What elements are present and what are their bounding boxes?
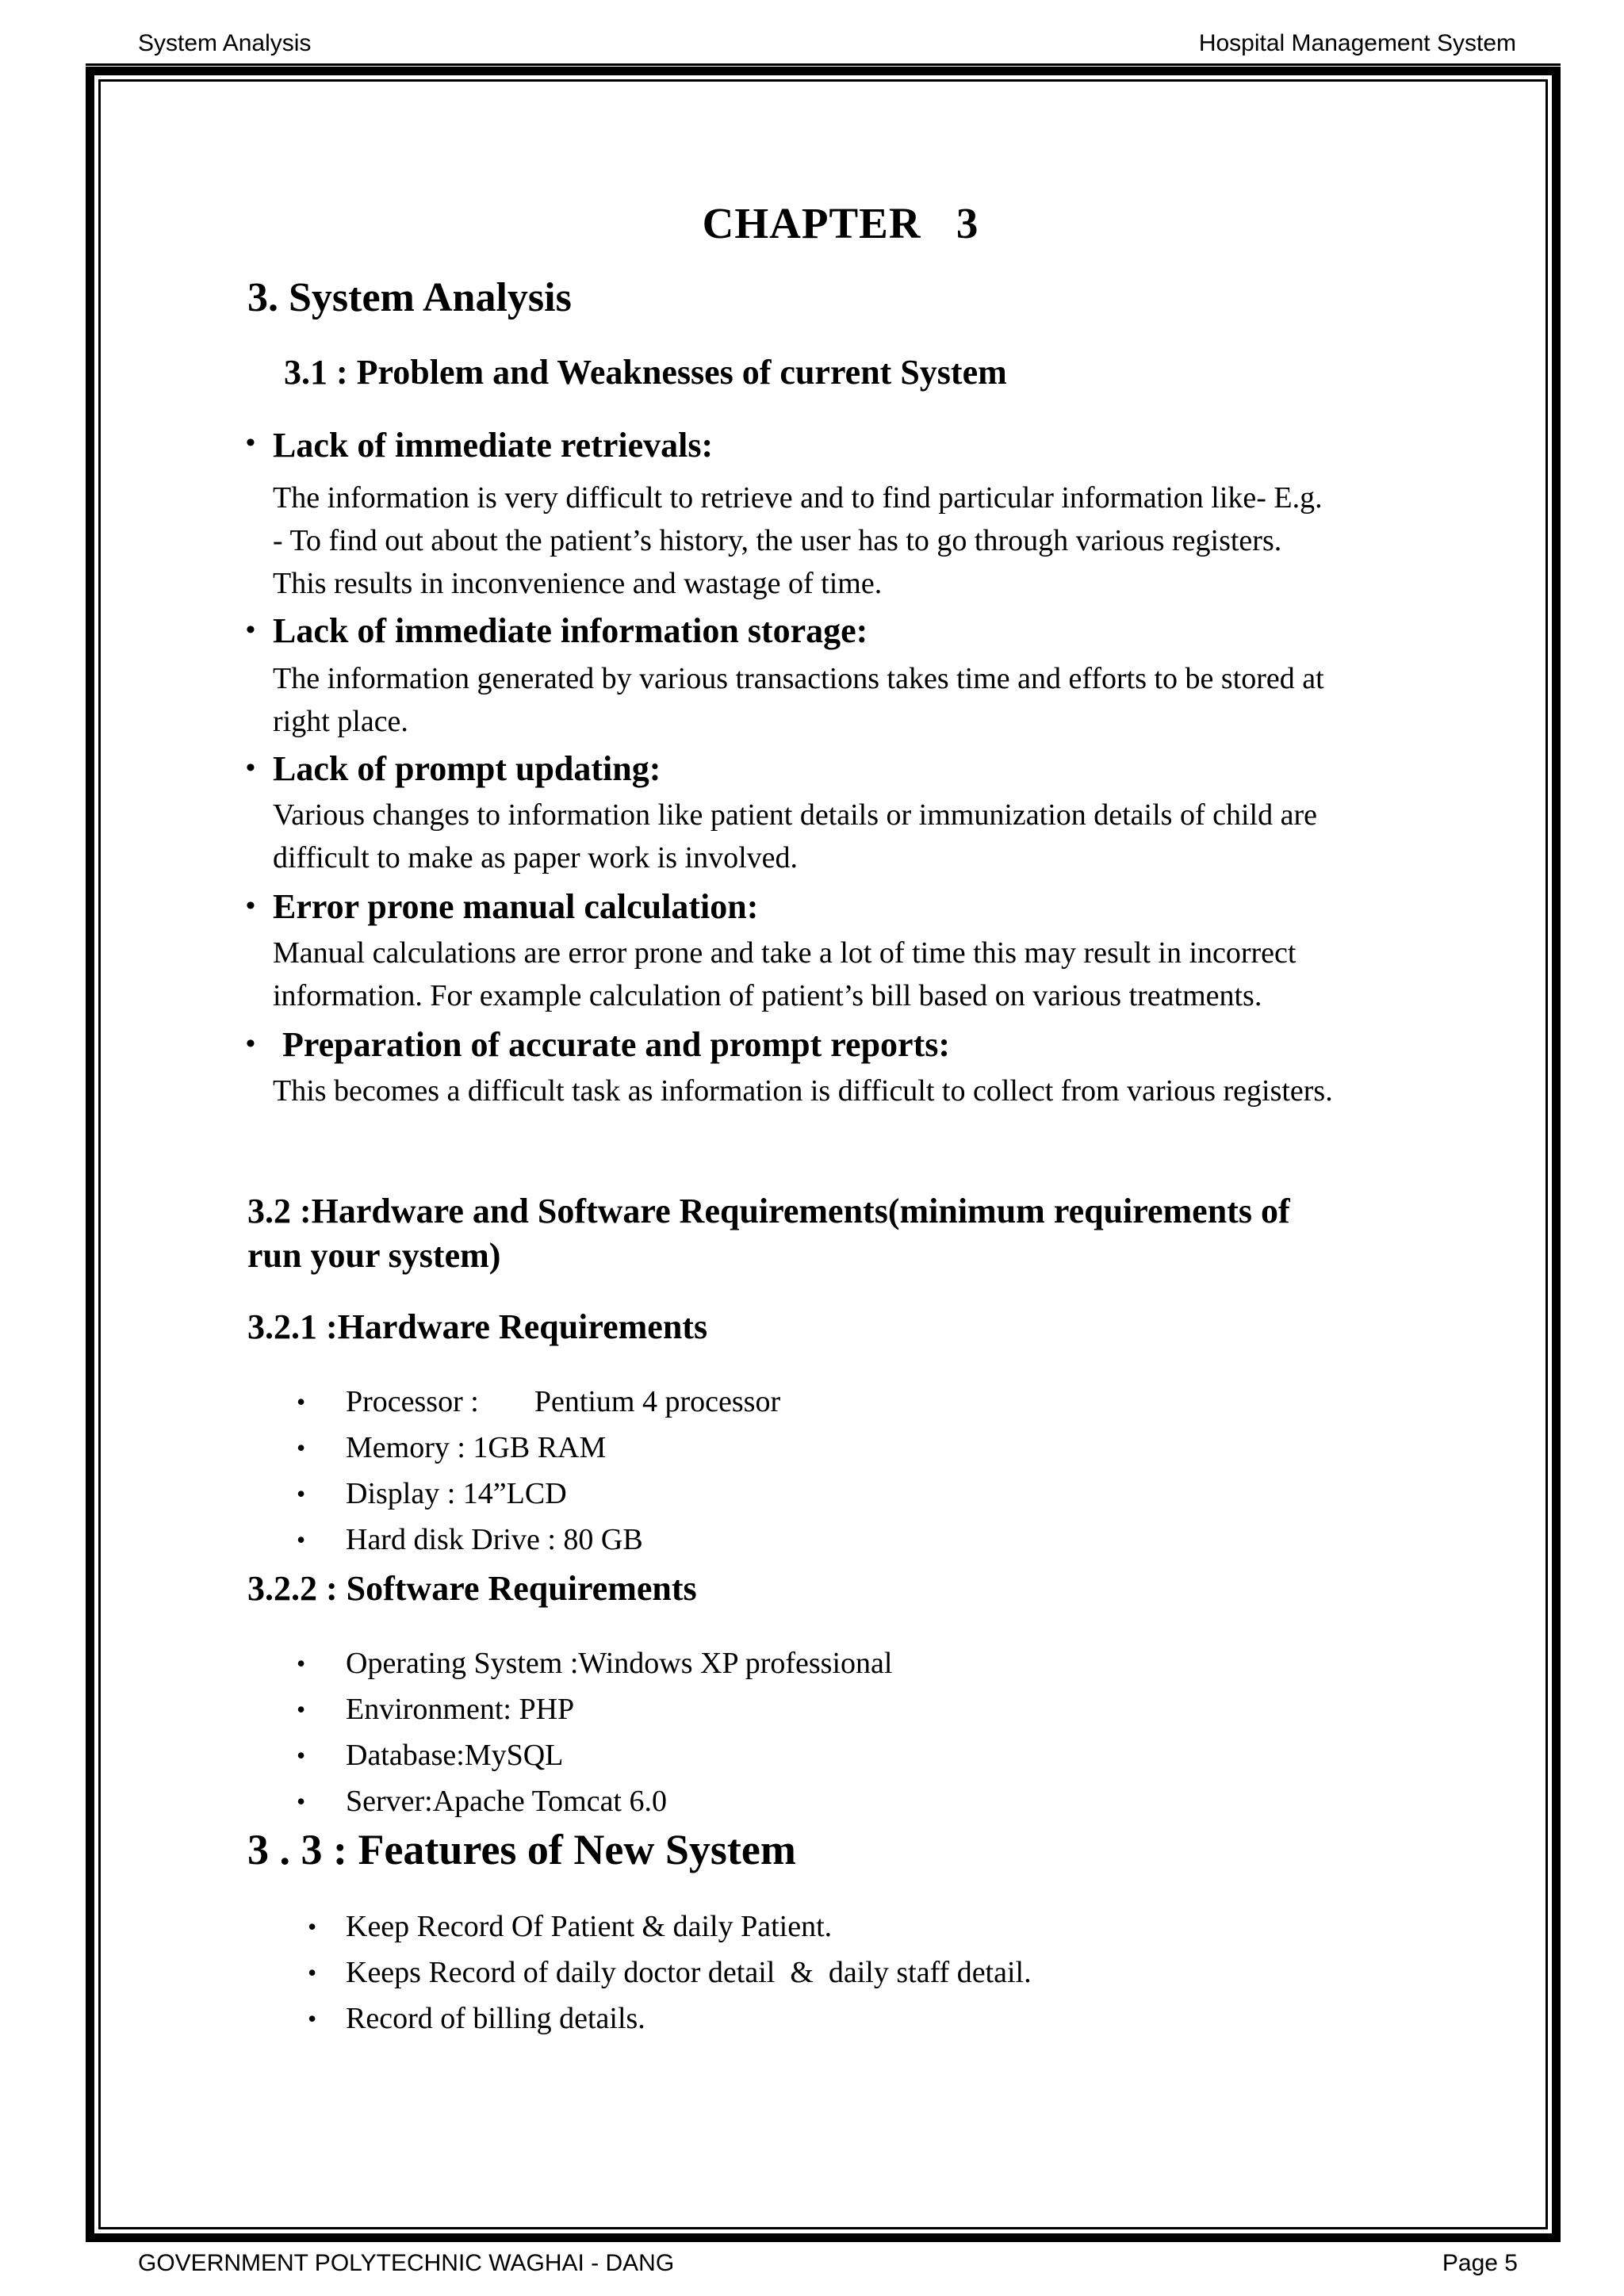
- feature-item: Record of billing details.: [346, 2002, 645, 2035]
- section-title: 3. System Analysis: [247, 275, 572, 320]
- hardware-item: Memory : 1GB RAM: [346, 1431, 607, 1464]
- bullet-marker: •: [297, 1387, 306, 1416]
- running-header-right: Hospital Management System: [1198, 30, 1516, 56]
- software-requirements-title: 3.2.2 : Software Requirements: [247, 1569, 697, 1608]
- chapter-title: CHAPTER 3: [702, 199, 979, 247]
- bullet-marker: •: [297, 1649, 306, 1678]
- problem-text-line: This results in inconvenience and wastage of time.: [273, 567, 883, 600]
- bullet-marker: •: [246, 1029, 255, 1058]
- processor-label: Processor :: [346, 1385, 479, 1418]
- problem-text-line: right place.: [273, 705, 408, 738]
- bullet-marker: •: [308, 1958, 317, 1987]
- subsection-3-2-title-cont: run your system): [247, 1236, 501, 1275]
- running-header-left: System Analysis: [138, 30, 312, 56]
- bullet-marker: •: [297, 1787, 306, 1816]
- software-item: Operating System :Windows XP professional: [346, 1647, 893, 1680]
- subsection-3-2-title: 3.2 :Hardware and Software Requirements(minimum requirements of: [247, 1192, 1290, 1230]
- problem-text-line: Manual calculations are error prone and take a lot of time this may result in incorrect: [273, 936, 1297, 970]
- problem-text-line: The information is very difficult to retrieve and to find particular information like- E.g.: [273, 481, 1323, 515]
- subsection-3-1-title: 3.1 : Problem and Weaknesses of current System: [284, 353, 1007, 392]
- bullet-marker: •: [246, 753, 255, 783]
- hardware-item: Hard disk Drive : 80 GB: [346, 1523, 643, 1556]
- problem-text-line: information. For example calculation of patient’s bill based on various treatments.: [273, 979, 1262, 1012]
- problem-text-line: The information generated by various transactions takes time and efforts to be stored at: [273, 662, 1324, 695]
- page-border-inner: [98, 79, 1548, 2229]
- problem-text-line: This becomes a difficult task as information is difficult to collect from various registers.: [273, 1074, 1333, 1108]
- bullet-marker: •: [246, 891, 255, 920]
- problem-heading-storage: Lack of immediate information storage:: [273, 611, 868, 650]
- software-item: Database:MySQL: [346, 1739, 564, 1772]
- bullet-marker: •: [297, 1479, 306, 1508]
- software-item: Server:Apache Tomcat 6.0: [346, 1785, 667, 1818]
- page-number: Page 5: [1442, 2250, 1518, 2276]
- feature-item: Keeps Record of daily doctor detail & daily staff detail.: [346, 1956, 1032, 1989]
- hardware-item: Display : 14”LCD: [346, 1477, 567, 1510]
- feature-item: Keep Record Of Patient & daily Patient.: [346, 1910, 833, 1943]
- bullet-marker: •: [297, 1695, 306, 1724]
- bullet-marker: •: [297, 1741, 306, 1770]
- processor-value: Pentium 4 processor: [534, 1385, 781, 1418]
- problem-text-line: difficult to make as paper work is involved.: [273, 841, 799, 874]
- hardware-requirements-title: 3.2.1 :Hardware Requirements: [247, 1307, 708, 1346]
- problem-heading-reports: Preparation of accurate and prompt reports:: [282, 1025, 950, 1064]
- bullet-marker: •: [297, 1433, 306, 1462]
- bullet-marker: •: [297, 1525, 306, 1554]
- bullet-marker: •: [308, 2004, 317, 2033]
- bullet-marker: •: [246, 428, 255, 457]
- bullet-marker: •: [246, 615, 255, 645]
- running-footer-left: GOVERNMENT POLYTECHNIC WAGHAI - DANG: [138, 2250, 675, 2276]
- problem-heading-retrievals: Lack of immediate retrievals:: [273, 426, 714, 465]
- hardware-item-processor: [346, 1384, 780, 1419]
- subsection-3-3-title: 3 . 3 : Features of New System: [247, 1826, 796, 1873]
- problem-text-line: - To find out about the patient’s history, the user has to go through various registers.: [273, 524, 1282, 557]
- problem-heading-calculation: Error prone manual calculation:: [273, 887, 759, 926]
- software-item: Environment: PHP: [346, 1693, 575, 1726]
- problem-text-line: Various changes to information like patient details or immunization details of child are: [273, 798, 1317, 832]
- header-rule: [86, 63, 1561, 66]
- problem-heading-updating: Lack of prompt updating:: [273, 749, 661, 788]
- bullet-marker: •: [308, 1912, 317, 1941]
